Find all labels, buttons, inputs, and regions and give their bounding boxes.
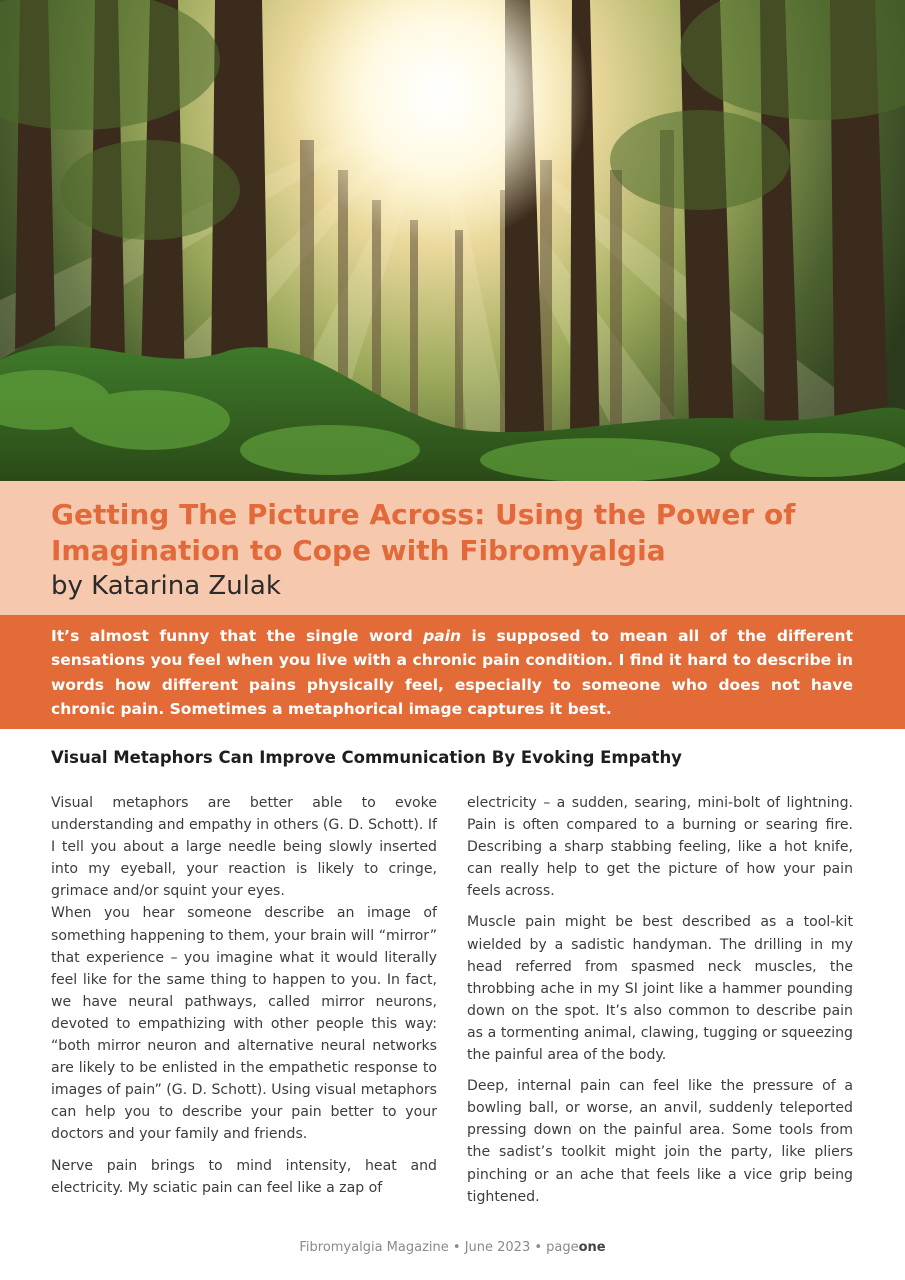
intro-paragraph — [51, 624, 853, 721]
section-heading: Visual Metaphors Can Improve Communication By Evoking Empathy — [51, 748, 682, 767]
body-column-left — [51, 792, 437, 1208]
footer-separator: • — [530, 1240, 547, 1255]
byline: by Katarina Zulak — [51, 571, 281, 601]
intro-text-end: is supposed to mean all of the different sensations you feel when you live with a chronic pain condition. I find it hard to describe in words how different pains physically feel, especially to someone who does not have chronic pain. Sometimes a metaphorical image captures it best. — [51, 627, 853, 718]
body-paragraph: Deep, internal pain can feel like the pressure of a bowling ball, or worse, an anvil, suddenly teleported pressing down on the painful area. Some tools from the sadist’s toolkit might join the party, like pliers pinching or an ache that feels like a vice grip being tightened. — [467, 1078, 853, 1205]
body-paragraph: electricity – a sudden, searing, mini-bolt of lightning. Pain is often compared to a burning or searing fire. Describing a sharp stabbing feeling, like a hot knife, can really help to get the picture of how your pain feels across. — [467, 795, 853, 900]
body-column-right — [467, 792, 853, 1217]
intro-text-start: It’s almost funny that the single word — [51, 627, 424, 645]
page-footer — [0, 1238, 905, 1258]
intro-emphasis: pain — [423, 627, 462, 645]
footer-magazine: Fibromyalgia Magazine — [299, 1240, 449, 1255]
body-paragraph: When you hear someone describe an image of something happening to them, your brain will “mirror” that experience – you imagine what it would literally feel like for the same thing to happen to you. In fact, we have neural pathways, called mirror neurons, devoted to empathizing with other people this way: “both mirror neuron and alternative neural networks are likely to be enlisted in the empathetic response to images of pain” (G. D. Schott). Using visual metaphors can help you to describe your pain better to your doctors and your family and friends. — [51, 905, 437, 1143]
body-paragraph: Muscle pain might be best described as a tool-kit wielded by a sadistic handyman. The drilling in my head referred from spasmed neck muscles, the throbbing ache in my SI joint like a hammer pounding down on the spot. It’s also common to describe pain as a tormenting animal, clawing, tugging or squeezing the painful area of the body. — [467, 914, 853, 1064]
footer-brand-one: one — [578, 1240, 606, 1255]
body-paragraph: Nerve pain brings to mind intensity, heat and electricity. My sciatic pain can feel like a zap of — [51, 1157, 437, 1196]
body-paragraph: Visual metaphors are better able to evoke understanding and empathy in others (G. D. Schott). If I tell you about a large needle being slowly inserted into my eyeball, your reaction is likely to cringe, grimace and/or squint your eyes. — [51, 795, 437, 900]
article-title: Getting The Picture Across: Using the Power of Imagination to Cope with Fibromyalgia — [51, 498, 796, 567]
footer-separator: • — [448, 1240, 465, 1255]
footer-date: June 2023 — [464, 1240, 531, 1255]
footer-brand-page: page — [546, 1240, 579, 1255]
hero-image — [0, 0, 905, 481]
